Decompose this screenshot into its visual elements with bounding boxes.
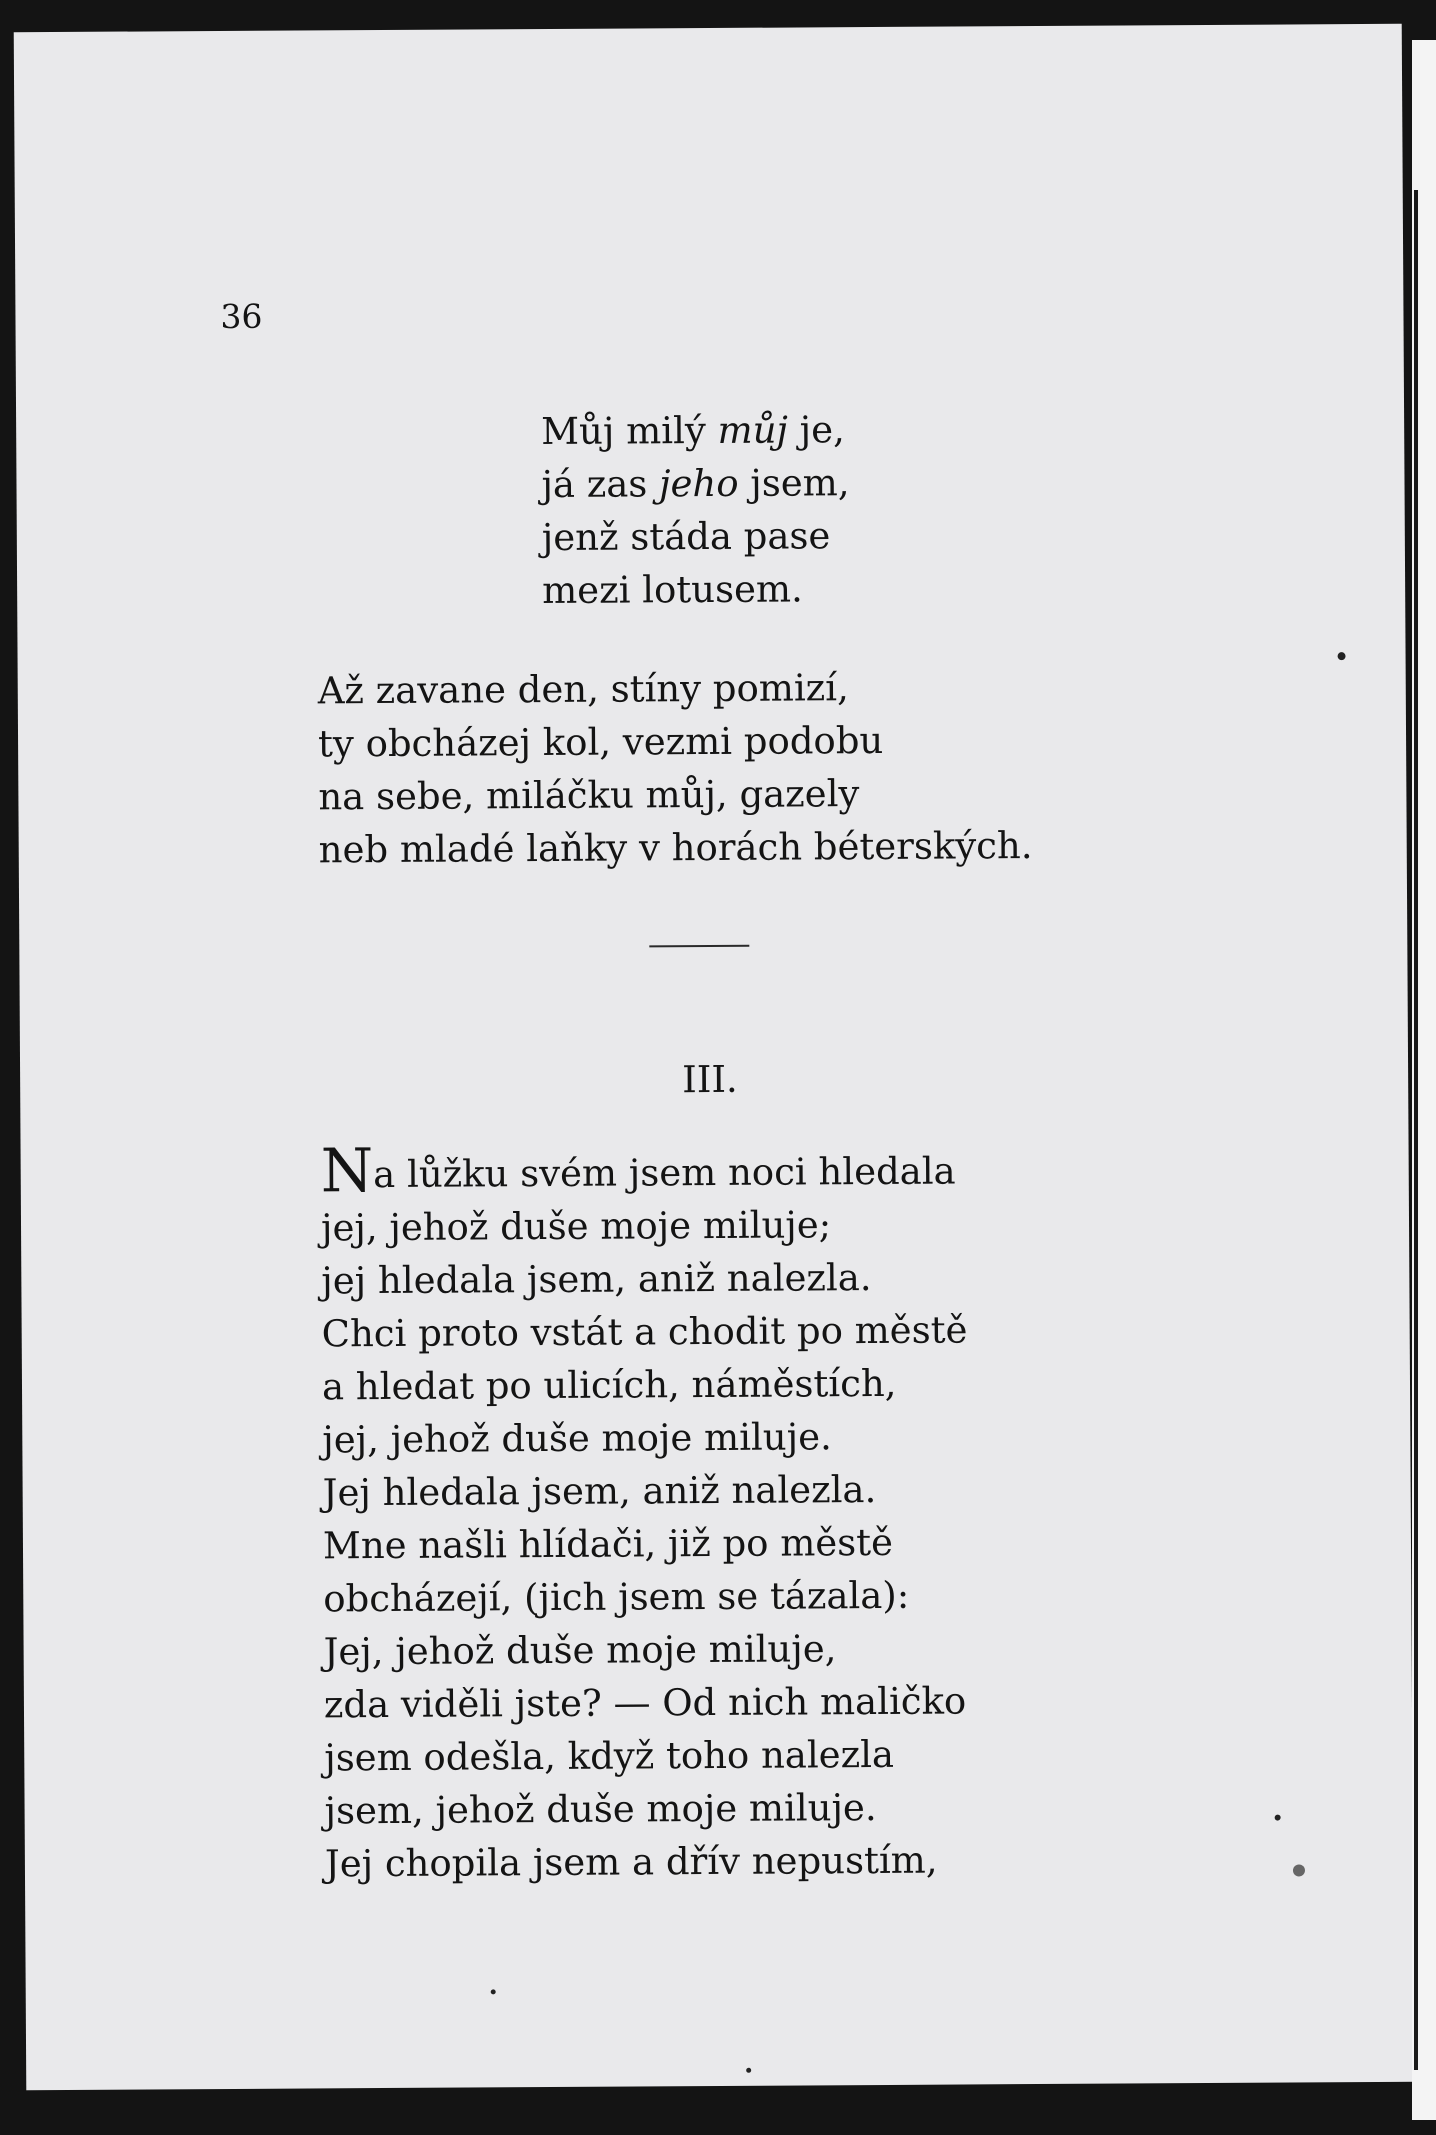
stanza-3-line: Jej hledala jsem, aniž nalezla. — [322, 1468, 877, 1515]
stanza-1-line-3: jenž stáda pase — [541, 514, 831, 560]
section-divider-rule — [649, 945, 749, 948]
stanza-3-first-line — [320, 1136, 967, 1207]
stanza-1-line-2 — [541, 456, 849, 511]
binding-edge-line — [1414, 190, 1418, 2070]
text-run: je, — [787, 408, 845, 452]
book-page — [14, 24, 1415, 2090]
stanza-1 — [541, 403, 850, 617]
stanza-2-line: ty obcházej kol, vezmi podobu — [317, 718, 884, 766]
initial-letter: N — [320, 1136, 374, 1207]
text-run: já zas — [541, 462, 660, 507]
stanza-2-line: neb mladé laňky v horách béterských. — [318, 824, 1033, 872]
italic-word: můj — [717, 408, 789, 452]
dust-speck — [746, 2068, 751, 2073]
italic-word: jeho — [658, 461, 739, 506]
stanza-3-line: Chci proto vstát a chodit po městě — [321, 1308, 968, 1356]
section-heading: III. — [682, 1057, 738, 1102]
text-run: jsem, — [738, 461, 850, 505]
stanza-3-line: Mne našli hlídači, již po městě — [322, 1520, 894, 1568]
stanza-2 — [318, 660, 1033, 876]
stanza-3-line: jej hledala jsem, aniž nalezla. — [321, 1256, 872, 1303]
stanza-3-line: jsem odešla, když toho nalezla — [324, 1732, 895, 1780]
dust-speck — [1293, 1864, 1305, 1876]
stanza-2-line: na sebe, miláčku můj, gazely — [318, 772, 860, 819]
stanza-3 — [320, 1136, 971, 1890]
stanza-3-line: zda viděli jste? — Od nich maličko — [323, 1679, 967, 1727]
page-number: 36 — [220, 296, 263, 337]
stanza-3-line: obcházejí, (jich jsem se tázala): — [323, 1573, 910, 1621]
stanza-3-line: jej, jehož duše moje miluje. — [322, 1415, 832, 1462]
stanza-3-line: Jej, jehož duše moje miluje, — [323, 1627, 837, 1674]
text-run: Můj milý — [541, 408, 718, 454]
dust-speck — [491, 1989, 496, 1994]
first-line-text: a lůžku svém jsem noci hledala — [373, 1149, 956, 1197]
dust-speck — [1275, 1815, 1281, 1821]
stanza-1-line-1 — [541, 403, 849, 458]
stanza-3-line: a hledat po ulicích, náměstích, — [321, 1361, 897, 1409]
stanza-2-line: Až zavane den, stíny pomizí, — [317, 666, 849, 713]
stanza-3-line: jej, jehož duše moje miluje; — [320, 1203, 832, 1250]
stanza-1-line-4: mezi lotusem. — [542, 567, 803, 613]
dust-speck — [1338, 652, 1346, 660]
stanza-3-line: Jej chopila jsem a dřív nepustím, — [324, 1838, 938, 1886]
stanza-3-line: jsem, jehož duše moje miluje. — [324, 1786, 877, 1833]
